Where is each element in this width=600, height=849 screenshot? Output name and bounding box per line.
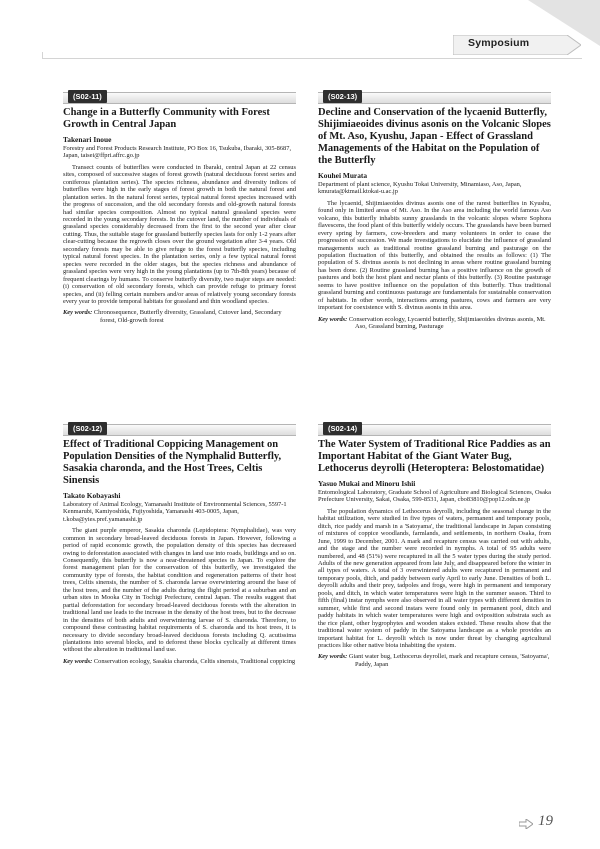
keywords-label: Key words: bbox=[63, 309, 93, 317]
abstract-affiliation: Department of plant science, Kyushu Tokai University, Minamiaso, Aso, Japan, kmurata@ktmail.ktokai-u.ac.jp bbox=[318, 181, 522, 196]
abstract-keywords bbox=[318, 316, 551, 331]
header-rule bbox=[42, 58, 582, 59]
abstract-body: The giant purple emperor, Sasakia charonda (Lepidoptera: Nymphalidae), was very common in secondary broad-leaved deciduous forests in Japan. However, following a period of rapid economic growth, the population density of this species has decreased owing to deforestation associated with changes in land use into roads, buildings and so on. Consequently, this butterfly is now a near-threatened species in Japan. To explore the forest management plan for the conservation of this butterfly, we investigated the community type of forests, the habitat condition and regeneration patterns of their host trees, Celtis sinensis, the number of S. charonda larvae overwintering around the base of the host trees, and the number of the adults during the flight period at a suburban and an urban sites in Mooka City in Tochigi Prefecture, central Japan. The results suggest that partial deforestation for secondary broad-leaved deciduous forests with the alteration in traditional land use leads to the increase in the density of the host trees, but to the decrease in the densities of both adults and overwintering larvae of S. charonda. Therefore, to compound these contrasting habitat requirements of S. charonda and its host trees, it is necessary to divide secondary broad-leaved deciduous forests including Q. acutissima plantations into several blocks, and to deforest these blocks cyclically at different times without the alteration in traditional land use. bbox=[63, 527, 296, 654]
abstract-code-bar bbox=[318, 424, 551, 436]
abstract-author: Kouhei Murata bbox=[318, 171, 368, 180]
abstract-code: (S02-11) bbox=[68, 90, 107, 103]
abstract-code-bar bbox=[63, 92, 296, 104]
abstract-title: The Water System of Traditional Rice Paddies as an Important Habitat of the Giant Water Bug, Lethocerus deyrolli (Heteroptera: Belostomatidae) bbox=[318, 439, 551, 474]
abstract-code: (S02-12) bbox=[68, 422, 107, 435]
abstract-body: The population dynamics of Lethocerus deyrolli, including the seasonal change in the habitat utilization, were studied in five types of waters, permanent and temporary pools, ditch, rice paddy and marsh in a 'Satoyama', the traditional landscape in Japan consisting of mixtures of coppice woodlands, farmlands, and settlements, in northern Osaka, from June, 1999 to December, 2001. A mark and recapture census was carried out with adults, and the stage and the number were recorded in nymphs. A total of 95 adults were numbered, and 48 (51%) were recaptured in all the 5 water types during the study period. Adults of the new generation appeared from late July, and disappeared before the winter in all types of waters. A total of 3 overwintered adults were recaptured in permanent and temporary pools, ditch, and paddy between early April to early June. Densities of both L. deyrolli adults and their prey, tadpoles and frogs, were high in permanent and temporary pools, and ditch, in which water temperatures were high in the summer season. Third to fifth (final) instar nymphs were also observed in all water types with different densities in summer, while first and second instars were found only in permanent pool, ditch and paddy habitats in which water temperatures were high and oviposition substrata such as the rice plant, other hygrophytes and wooden stakes existed. These results show that the traditional water system of paddy in the Satoyama landscape as a whole provides an important habitat for L. deyrolli which is now under threat by changing agricultural practices like other native biota inhabiting the system. bbox=[318, 507, 551, 649]
keywords-label: Key words: bbox=[318, 315, 348, 323]
abstract-author: Yasuo Mukai and Minoru Ishii bbox=[318, 479, 416, 488]
abstract-code: (S02-13) bbox=[323, 90, 362, 103]
keywords-text: Conservation ecology, Lycaenid butterfly, Shijimiaeoides divinus asonis, Mt. Aso, Grassland burning, Pasturage bbox=[348, 315, 546, 331]
abstract-affiliation: Forestry and Forest Products Research Institute, PO Box 16, Tsukuba, Ibaraki, 305-8687, Japan, taisei@ffpri.affrc.go.jp bbox=[63, 145, 292, 160]
abstract-affiliation: Laboratory of Animal Ecology, Yamanashi Institute of Environmental Sciences, 5597-1 Kenmarubi, Kamiyoshida, Fujiyoshida, Yamanashi 403-0005, Japan, t.koba@yies.pref.yamanashi.jp bbox=[63, 501, 287, 523]
abstract-s02-11 bbox=[63, 92, 296, 324]
abstract-body: The lycaenid, Shijimiaeoides divinus asonis one of the rarest butterflies in Kyushu, found only in limited areas of Mt. Aso. In the Aso area including the world famous Aso volcano, this butterfly inhabits sunny grasslands in the volcanic slopes where Sophora flavescens, the food plant of this butterfly widely occurs. The grasslands have been burned every spring by farmers, cow-breeders and many volunteers in order to cease the progression of succession. We made investigations to elucidate the influence of grassland managements such as traditional routine grassland burning and pasturage on the population fluctuation of this butterfly, and obtained the results as follows: (1) The population of S. divinus asonis is not declining in areas where routine grassland burning has been done. (2) Routine grassland burning has a positive influence on the growth of pastures and both the host plant and nectar plants of this butterfly. (3) Routine pasturage seems to have positive influence on the population of this butterfly. Thus traditional grassland burning and continuous pasturage are fundamentals for sustainable conservation of habitats. In other words, interactions among pastures, cows and farmers are very important for coexistence with S. divinus asonis in this area. bbox=[318, 199, 551, 312]
abstract-title: Effect of Traditional Coppicing Management on Population Densities of the Nymphalid Butterfly, Sasakia charonda, and the Host Trees, Celtis Sinensis bbox=[63, 439, 282, 486]
abstract-keywords bbox=[63, 658, 296, 666]
page-number: 19 bbox=[538, 813, 553, 829]
abstract-affiliation: Entomological Laboratory, Graduate School of Agriculture and Biological Sciences, Osaka Prefecture University, Sakai, Osaka, 599-8531, Japan, cbo83810@pop12.odn.ne.jp bbox=[318, 489, 551, 504]
keywords-text: Conservation ecology, Sasakia charonda, Celtis sinensis, Traditional coppicing bbox=[93, 657, 296, 665]
abstract-code-bar bbox=[63, 424, 296, 436]
abstract-body: Transect counts of butterflies were conducted in Ibaraki, central Japan at 22 census sites, composed of successive stages of forest growth (natural deciduous forest series and coniferous plantation series). The species richness, abundance and diversity indices of butterflies were high in the early stages of forest growth in both the natural forest and plantation series. In the natural forest series, typical natural forest species increased with the progress of succession, and the old secondary forests and old-growth natural forests had similar species composition. Almost no typical natural grassland species were recorded in the young secondary forests. In the cutover land, the number of individuals of grassland species considerably decreased from the first to the second year after clear cutting. Thus, the suitable stage for grassland butterfly species lasts for only 1-2 years after clear-cutting because the regrowth closes over the ground vegetation after 3-4 years. Old secondary forests may be able to give refuge to the forest butterfly species, including typical natural forest species. In the plantation series, only a few typical natural forest species were recorded in the older stages, but the species richness and abundance of grassland species were very high in the young plantations (up to 7th-8th years) because of frequent clearings by humans. To conserve butterfly diversity, two major steps are needed: (i) conservation of old secondary forests, which can provide refuge to primary forest species, and (ii) felling certain numbers and/or areas of relatively young secondary forests every year to provide temporal habitats for grassland and thin woodland species. bbox=[63, 163, 296, 305]
header-rule-stub bbox=[42, 52, 43, 58]
abstract-author: Takenari Inoue bbox=[63, 135, 112, 144]
keywords-text: Giant water bug, Lethocerus deyrollei, mark and recapture census, 'Satoyama', Paddy, Japan bbox=[348, 653, 550, 668]
abstract-s02-14 bbox=[318, 424, 551, 668]
page-arrow-icon bbox=[519, 819, 533, 829]
abstract-title: Decline and Conservation of the lycaenid Butterfly, Shijimiaeoides divinus asonis on the Volcanic Slopes of Mt. Aso, Kyushu, Japan - Effect of Grassland Managements of the Habitat on the Population of the Butterfly bbox=[318, 107, 551, 166]
abstract-keywords bbox=[318, 653, 551, 668]
abstract-author: Takato Kobayashi bbox=[63, 491, 121, 500]
section-label: Symposium bbox=[468, 37, 530, 49]
abstract-keywords bbox=[63, 309, 296, 324]
abstract-code-bar bbox=[318, 92, 551, 104]
abstract-s02-13 bbox=[318, 92, 551, 331]
abstract-s02-12 bbox=[63, 424, 296, 665]
abstract-code: (S02-14) bbox=[323, 422, 362, 435]
keywords-text: Chronosequence, Butterfly diversity, Grassland, Cutover land, Secondary forest, Old-growth forest bbox=[93, 309, 282, 324]
keywords-label: Key words: bbox=[63, 657, 93, 665]
keywords-label: Key words: bbox=[318, 653, 348, 661]
abstract-title: Change in a Butterfly Community with Forest Growth in Central Japan bbox=[63, 107, 270, 130]
